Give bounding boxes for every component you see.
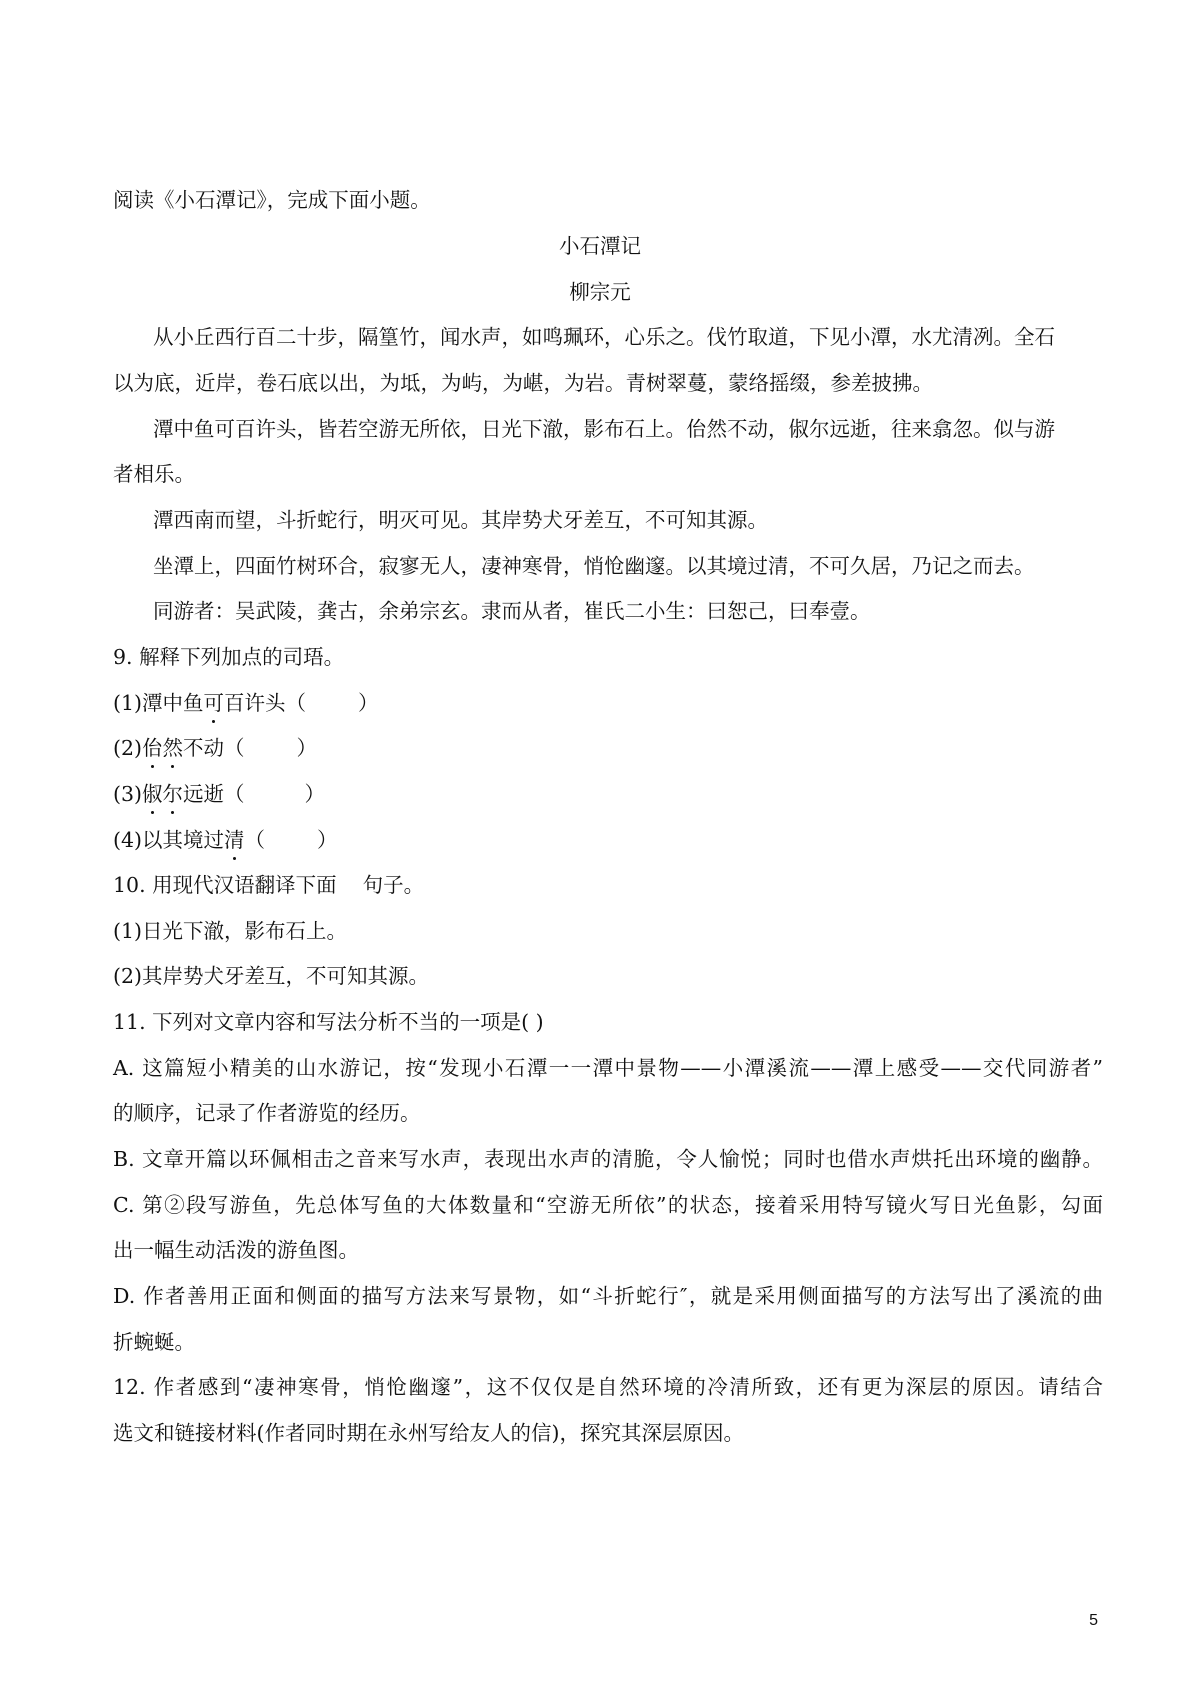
item-prefix: (3) xyxy=(113,782,143,806)
question-9-item-3 xyxy=(113,781,325,807)
question-11-option-a-line-2: 的顺序，记录了作者游览的经历。 xyxy=(113,1101,421,1125)
stem-part-a: 10. 用现代汉语翻译下面 xyxy=(113,873,337,897)
question-9-item-1 xyxy=(113,690,379,716)
item-prefix: (2) xyxy=(113,736,143,760)
passage-paragraph-2-line-2: 者相乐。 xyxy=(113,462,195,486)
reading-instruction: 阅读《小石潭记》，完成下面小题。 xyxy=(113,188,431,212)
question-9-item-2 xyxy=(113,735,317,761)
item-close: ） xyxy=(358,691,379,715)
question-11-option-a-line-1[interactable]: A. 这篇短小精美的山水游记，按“发现小石潭一一潭中景物——小潭溪流——潭上感受——交代同游者” xyxy=(113,1056,1103,1080)
dotted-word-text xyxy=(142,736,183,760)
question-12-line-2: 选文和链接材料(作者同时期在永州写给友人的信)，探究其深层原因。 xyxy=(113,1421,744,1445)
dotted-character: 佁 xyxy=(142,736,163,760)
passage-paragraph-4: 坐潭上，四面竹树环合，寂寥无人，凄神寒骨，悄怆幽邃。以其境过清，不可久居，乃记之而去。 xyxy=(153,554,1035,578)
stem-part-b: 句子。 xyxy=(362,873,425,897)
item-suffix: 不动（ xyxy=(183,736,245,760)
question-10-item-2: (2)其岸势犬牙差互，不可知其源。 xyxy=(113,964,430,988)
dotted-character: 尔 xyxy=(162,782,184,806)
item-suffix: 百许头（ xyxy=(224,691,307,715)
passage-paragraph-2-line-1: 潭中鱼可百许头，皆若空游无所依，日光下澈，影布石上。佁然不动，俶尔远逝，往来翕忽。似与游 xyxy=(153,417,1055,441)
passage-paragraph-5: 同游者：吴武陵，龚古，余弟宗玄。隶而从者，崔氏二小生：曰恕己，曰奉壹。 xyxy=(153,599,871,623)
dotted-word xyxy=(142,736,183,760)
passage-author: 柳宗元 xyxy=(569,280,631,304)
item-prefix: (1)潭中鱼 xyxy=(113,691,204,715)
passage-title: 小石潭记 xyxy=(559,234,641,258)
question-9-stem: 9. 解释下列加点的司珸。 xyxy=(113,645,345,669)
item-suffix: 远逝（ xyxy=(183,782,245,806)
item-prefix: (4)以其境过 xyxy=(113,828,225,852)
passage-paragraph-3: 潭西南而望，斗折蛇行，明灭可见。其岸势犬牙差互，不可知其源。 xyxy=(153,508,768,532)
dotted-word: 可 xyxy=(203,691,225,715)
question-11-option-d-line-2: 折蜿蜒。 xyxy=(113,1330,195,1354)
question-11-option-d-line-1[interactable]: D. 作者善用正面和侧面的描写方法来写景物，如“斗折蛇行″，就是采用侧面描写的方法写出了溪流的曲 xyxy=(113,1284,1103,1308)
question-12-line-1: 12. 作者感到“凄神寒骨，悄怆幽邃”，这不仅仅是自然环境的冷清所致，还有更为深层的原因。请结合 xyxy=(113,1375,1103,1399)
item-close: ） xyxy=(304,782,326,806)
question-11-option-b[interactable]: B. 文章开篇以环佩相击之音来写水声，表现出水声的清脆，令人愉悦；同时也借水声烘托出环境的幽静。 xyxy=(113,1147,1103,1171)
item-close: ） xyxy=(296,736,318,760)
question-10-stem xyxy=(113,872,424,898)
passage-paragraph-1-line-2: 以为底，近岸，卷石底以出，为坻，为屿，为嵁，为岩。青树翠蔓，蒙络摇缀，参差披拂。 xyxy=(113,371,933,395)
question-11-stem: 11. 下列对文章内容和写法分析不当的一项是( ) xyxy=(113,1010,544,1034)
question-11-option-c-line-2: 出一幅生动活泼的游鱼图。 xyxy=(113,1238,359,1262)
question-11-option-c-line-1[interactable]: C. 第②段写游鱼，先总体写鱼的大体数量和“空游无所依”的状态，接着采用特写镜火写日光鱼影，勾面 xyxy=(113,1193,1103,1217)
dotted-word: 清 xyxy=(224,828,245,852)
item-suffix: （ xyxy=(244,828,266,852)
dotted-word xyxy=(142,782,183,806)
item-close: ） xyxy=(317,828,338,852)
question-10-item-1: (1)日光下澈，影布石上。 xyxy=(113,919,348,943)
dotted-character: 俶 xyxy=(142,782,163,806)
dotted-character: 然 xyxy=(162,736,184,760)
page-number: 5 xyxy=(1089,1612,1098,1629)
question-9-item-4 xyxy=(113,827,338,853)
passage-paragraph-1-line-1: 从小丘西行百二十步，隔篁竹，闻水声，如鸣珮环，心乐之。伐竹取道，下见小潭，水尤清冽。全石 xyxy=(153,325,1055,349)
